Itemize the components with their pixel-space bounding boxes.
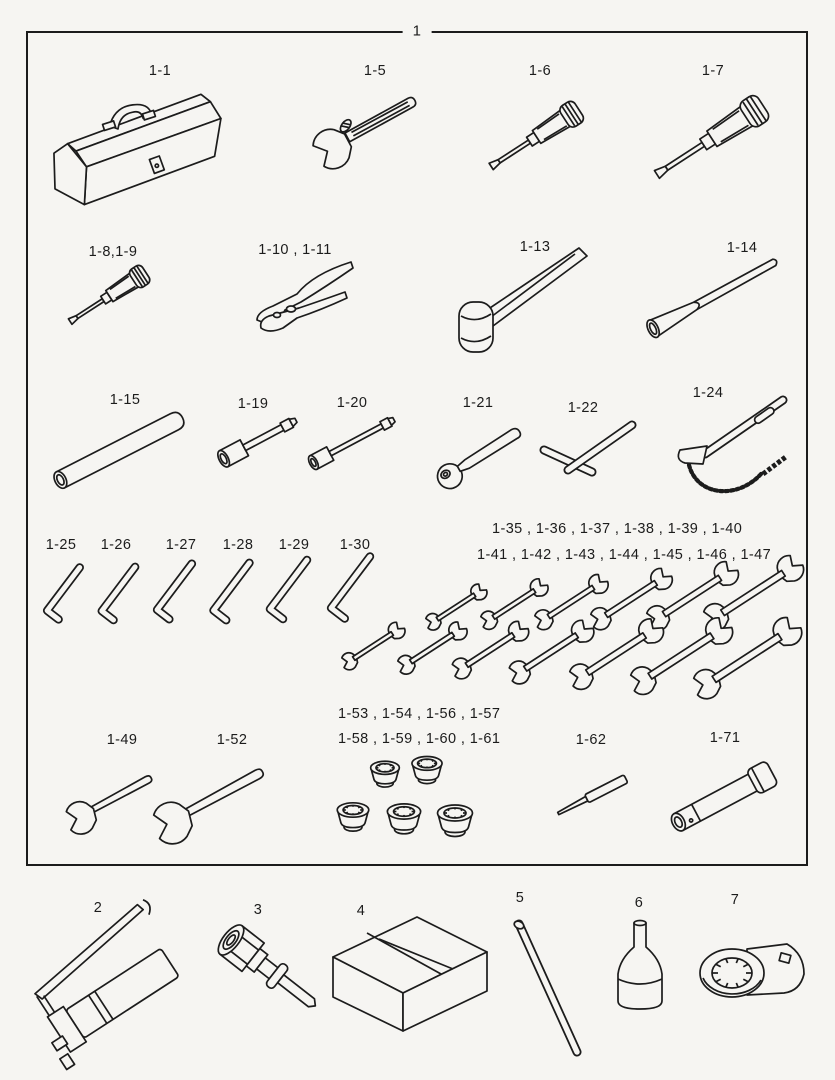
hex-key-illustration	[270, 560, 307, 619]
label-ring-wrench: 7	[730, 892, 740, 908]
chain-wrench-illustration	[678, 400, 787, 491]
phillips-screwdriver-illustration	[484, 99, 585, 177]
hex-key-illustration	[102, 567, 135, 620]
label-pin-punch: 1-62	[575, 732, 607, 748]
long-extension-illustration	[306, 413, 397, 471]
socket-set-illustration	[337, 757, 472, 837]
label-lever-tool: 1-14	[726, 240, 758, 256]
pipe-illustration	[51, 410, 186, 491]
hex-key-illustration	[47, 567, 80, 619]
t-handle-illustration	[544, 425, 632, 472]
open-end-wrench-set-illustration	[336, 547, 811, 708]
label-hex-key-30: 1-30	[339, 537, 371, 553]
label-phillips-screwdriver: 1-6	[528, 63, 552, 79]
pliers-illustration	[257, 262, 353, 331]
label-spark-plug-socket: 1-71	[709, 730, 741, 746]
spark-plug-socket-illustration	[667, 760, 779, 836]
label-hex-key-29: 1-29	[278, 537, 310, 553]
label-hex-key-28: 1-28	[222, 537, 254, 553]
ring-wrench-illustration	[700, 944, 804, 997]
label-bottle: 6	[634, 895, 644, 911]
label-wrench-set-line2: 1-41 , 1-42 , 1-43 , 1-44 , 1-45 , 1-46 , 1-47	[477, 547, 772, 563]
label-hex-key-25: 1-25	[45, 537, 77, 553]
label-flat-screwdriver: 1-7	[701, 63, 725, 79]
label-rod: 5	[515, 890, 525, 906]
label-socket-set-line1: 1-53 , 1-54 , 1-56 , 1-57	[338, 706, 501, 722]
group-1-label: 1	[403, 23, 432, 40]
label-hammer: 1-13	[519, 239, 551, 255]
rod-illustration	[513, 920, 577, 1052]
label-t-handle: 1-22	[567, 400, 599, 416]
label-grease-gun: 2	[93, 900, 103, 916]
label-long-extension: 1-20	[336, 395, 368, 411]
label-grease-fitting: 3	[253, 902, 263, 918]
small-screwdriver-illustration	[64, 263, 151, 330]
label-chain-wrench: 1-24	[692, 385, 724, 401]
hex-key-illustration	[214, 563, 250, 620]
label-wrench-49: 1-49	[106, 732, 138, 748]
open-end-wrench-illustration	[143, 753, 276, 855]
hex-key-illustration	[331, 557, 370, 619]
label-toolbox: 1-1	[148, 63, 172, 79]
label-hex-key-26: 1-26	[100, 537, 132, 553]
label-small-screwdriver: 1-8,1-9	[88, 244, 138, 260]
adjustable-wrench-illustration	[309, 86, 426, 174]
grease-gun-illustration	[12, 898, 200, 1069]
ratchet-handle-illustration	[433, 424, 528, 493]
bottle-illustration	[618, 921, 662, 1010]
lever-tool-illustration	[644, 258, 783, 339]
label-short-extension: 1-19	[237, 396, 269, 412]
pin-punch-illustration	[556, 775, 628, 818]
label-socket-set-line2: 1-58 , 1-59 , 1-60 , 1-61	[338, 731, 501, 747]
label-wrench-set-line1: 1-35 , 1-36 , 1-37 , 1-38 , 1-39 , 1-40	[492, 521, 743, 537]
hammer-illustration	[459, 248, 587, 352]
label-parts-box: 4	[356, 903, 366, 919]
flat-screwdriver-illustration	[649, 93, 771, 187]
label-pliers: 1-10 , 1-11	[258, 242, 332, 258]
box-illustration	[333, 917, 487, 1031]
label-adjustable-wrench: 1-5	[363, 63, 387, 79]
label-pipe: 1-15	[109, 392, 141, 408]
short-extension-illustration	[215, 412, 300, 468]
hex-key-illustration	[157, 564, 192, 619]
label-hex-key-27: 1-27	[165, 537, 197, 553]
toolbox-illustration	[54, 94, 221, 204]
grease-fitting-illustration	[214, 921, 327, 1020]
open-end-wrench-illustration	[58, 763, 161, 842]
label-wrench-52: 1-52	[216, 732, 248, 748]
label-ratchet: 1-21	[462, 395, 494, 411]
